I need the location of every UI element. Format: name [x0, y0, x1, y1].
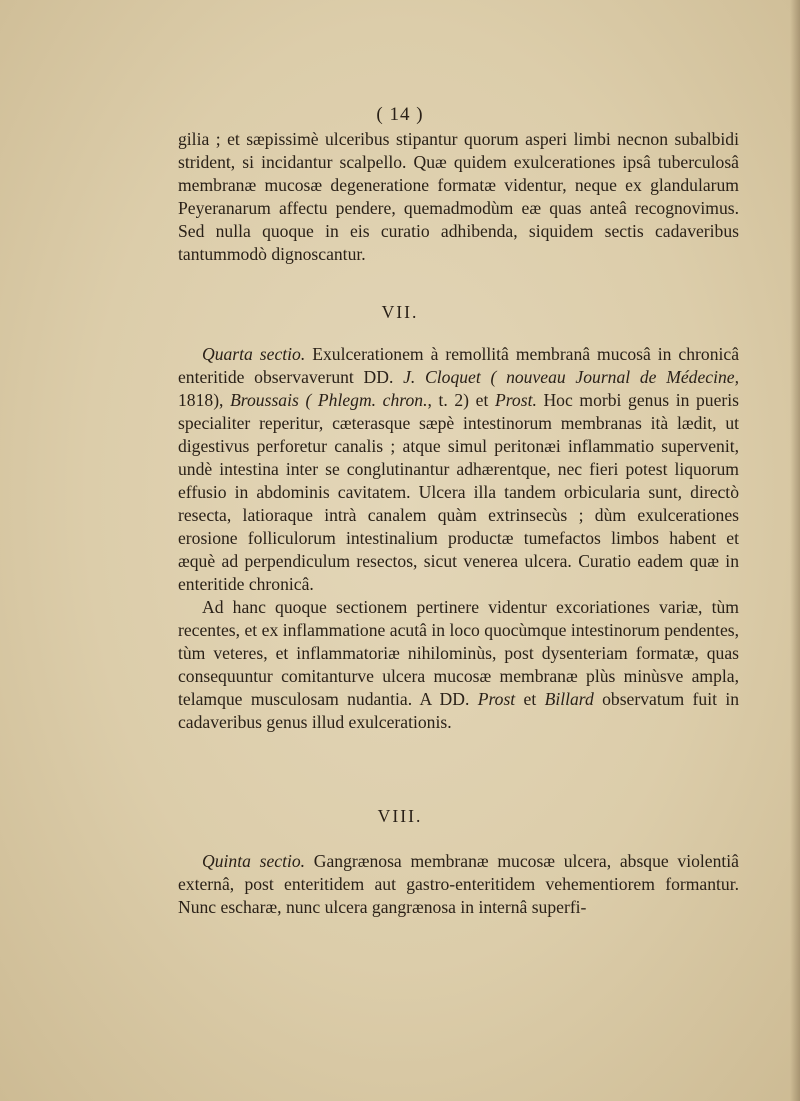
paragraph-text: Exulcerationem à remollitâ membranâ mucosâ in chronicâ enteritide observaverunt DD. [178, 344, 739, 387]
citation: Prost. [494, 390, 537, 410]
citation: Prost [477, 689, 516, 709]
section-vii-body [178, 343, 739, 734]
paragraph-text: Gangrænosa membranæ mucosæ ulcera, absque violentiâ externâ, post enteritidem aut gastro-enteritidem vehementiorem formantur. Nunc escharæ, nunc ulcera gangrænosa in internâ superfi- [178, 851, 739, 917]
paragraph-text: , t. 2) et [427, 390, 495, 410]
page-number: ( 14 ) [376, 104, 424, 125]
paragraph-text: observatum fuit in cadaveribus genus illud exulcerationis. [178, 689, 739, 732]
page-edge-shadow [790, 0, 800, 1101]
section-lead: Quarta sectio. [202, 344, 306, 364]
section-heading-viii: VIII. [377, 806, 423, 826]
paragraph-text: et [515, 689, 545, 709]
paragraph-quinta-sectio [178, 850, 739, 919]
section-heading-vii: VII. [381, 302, 419, 322]
paragraph-text: gilia ; et sæpissimè ulceribus stipantur quorum asperi limbi necnon subalbidi strident, si incidantur scalpello. Quæ quidem exulcerationes ipsâ tuberculosâ membranæ mucosæ degeneratione formatæ videntur, neque ex glandularum Peyeranarum affectu pendere, quemadmodùm eæ quas anteâ recognovimus. Sed nulla quoque in eis curatio adhibenda, siquidem sectis cadaveribus tantummodò dignoscantur. [178, 129, 739, 264]
section-lead: Quinta sectio. [202, 851, 306, 871]
paragraph-quarta-sectio [178, 343, 739, 596]
paragraph-text: Hoc morbi genus in pueris specialiter reperitur, cæterasque sæpè intestinorum membranas ità lædit, ut digestivus perforetur canalis ; atque simul peritonæi inflammatio supervenit, undè intestina inter se conglutinantur adhærentque, nec fieri potest liquorum effusio in abdominis cavitatem. Ulcera illa tandem orbicularia sunt, directò resecta, latioraque intrà canalem quàm extrinsecùs ; dùm exulcerationes erosione folliculorum intestinalium productæ tumefactos limbos habent et æquè ad perpendiculum resectos, sicut venerea ulcera. Curatio eadem quæ in enteritide chronicâ. [178, 390, 740, 594]
paragraph-excoriationes [178, 596, 739, 734]
citation: Billard [544, 689, 594, 709]
citation: Broussais ( Phlegm. chron. [230, 390, 428, 410]
paragraph-text: 1818), [178, 390, 231, 410]
paragraph-text: Ad hanc quoque sectionem pertinere videntur excoriationes variæ, tùm recentes, et ex inflammatione acutâ in loco quocùmque intestinorum pendentes, tùm veteres, et inflammatoriæ nihilominùs, post dysenteriam formatæ, quas consequuntur comitanturve ulcera mucosæ membranæ plùs minùsve ampla, telamque musculosam nudantia. A DD. [178, 597, 739, 709]
paragraph-continuation [178, 128, 739, 266]
section-viii-body [178, 850, 739, 919]
citation: J. Cloquet ( nouveau Journal de Médecine, [403, 367, 739, 387]
